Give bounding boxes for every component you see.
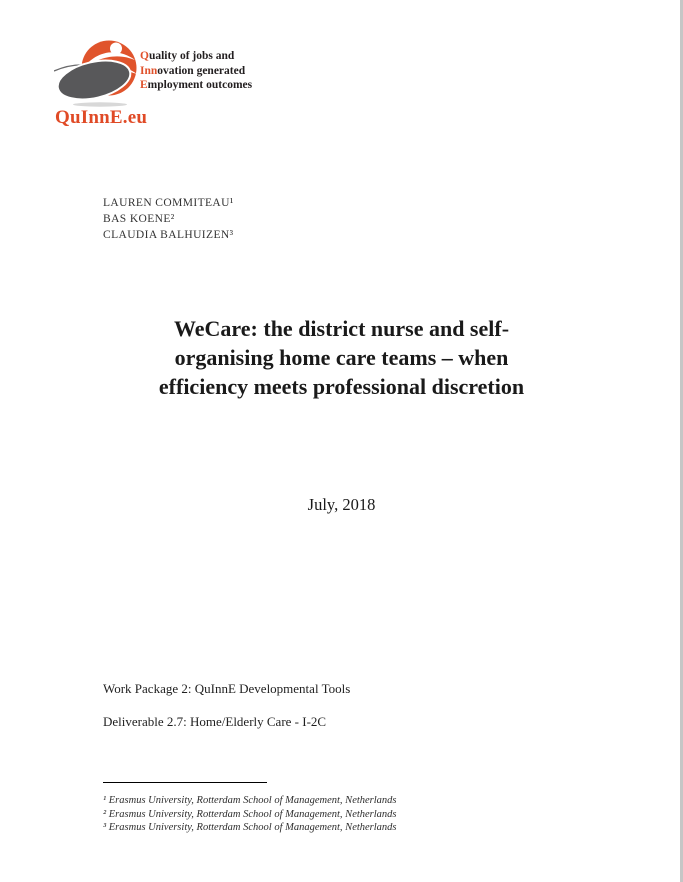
- tagline-rest: uality of jobs and: [148, 50, 235, 62]
- footnote-line: ³ Erasmus University, Rotterdam School of Management, Netherlands: [103, 822, 397, 833]
- tagline-accent: E: [140, 79, 148, 91]
- logo-tagline: [140, 49, 252, 93]
- document-title: [0, 314, 683, 401]
- footnote-line: ² Erasmus University, Rotterdam School of Management, Netherlands: [103, 808, 397, 820]
- logo-wordmark: QuInnE.eu: [55, 107, 148, 128]
- tagline-rest: mployment outcomes: [147, 79, 253, 91]
- tagline-line: [140, 49, 252, 64]
- footnote-separator-rule: [103, 782, 267, 783]
- tagline-line: [140, 78, 252, 93]
- publication-date: July, 2018: [307, 495, 376, 514]
- tagline-accent: Inn: [140, 64, 158, 77]
- tagline-line: [140, 64, 252, 79]
- quinne-logo-icon: [54, 38, 142, 108]
- author-list: [103, 195, 234, 243]
- tagline-rest: ovation generated: [157, 64, 246, 77]
- footnote-line: ¹ Erasmus University, Rotterdam School of Management, Netherlands: [103, 795, 397, 806]
- footnote-list: [103, 794, 397, 835]
- work-package-line: Work Package 2: QuInnE Developmental Tools: [103, 681, 351, 696]
- logo-figure-head-icon: [110, 43, 122, 55]
- tagline-accent: Q: [140, 50, 149, 62]
- author-line: CLAUDIA BALHUIZEN³: [103, 229, 234, 241]
- title-line: organising home care teams – when: [174, 345, 509, 370]
- title-line: efficiency meets professional discretion: [158, 374, 525, 399]
- author-line: BAS KOENE²: [103, 213, 175, 225]
- deliverable-line: Deliverable 2.7: Home/Elderly Care - I-2C: [103, 714, 327, 729]
- author-line: LAUREN COMMITEAU¹: [103, 197, 234, 209]
- title-line: WeCare: the district nurse and self-: [173, 316, 510, 341]
